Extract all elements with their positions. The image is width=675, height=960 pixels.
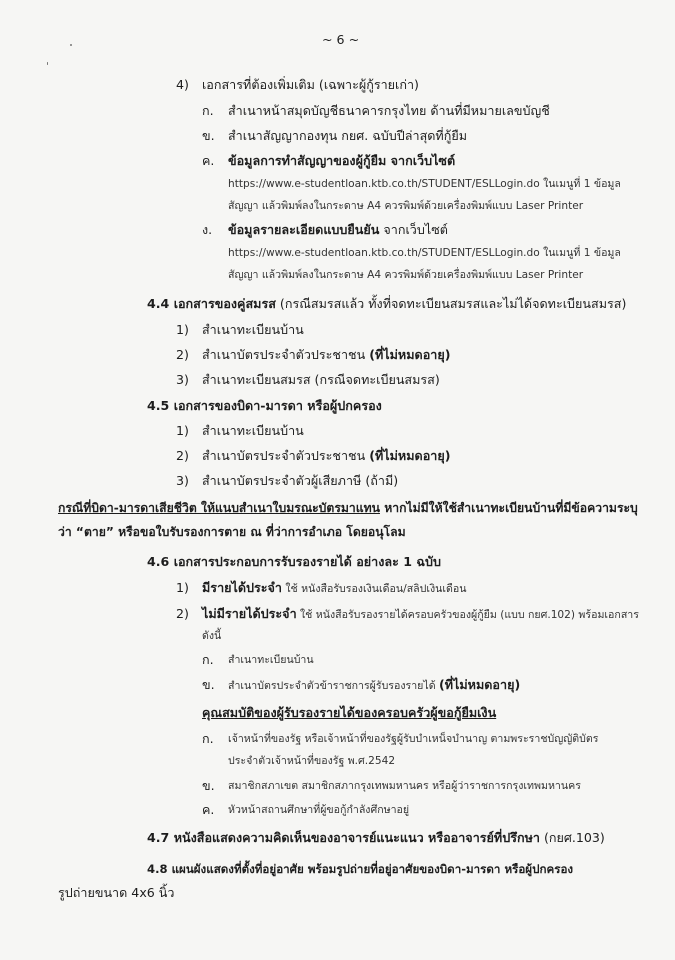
section-heading-text: 4.4 เอกสารของคู่สมรส xyxy=(147,296,276,311)
list-item xyxy=(202,347,450,363)
section-heading-4-5: 4.5 เอกสารของบิดา-มารดา หรือผู้ปกครอง xyxy=(147,398,382,413)
list-item-text: ใช้ หนังสือรับรองรายได้ครอบครัวของผู้กู้ยืม (แบบ กยศ.102) พร้อมเอกสาร xyxy=(296,609,639,621)
instruction-line: สัญญา แล้วพิมพ์ลงในกระดาษ A4 ควรพิมพ์ด้วยเครื่องพิมพ์แบบ Laser Printer xyxy=(228,200,584,212)
url-line: https://www.e-studentloan.ktb.co.th/STUDENT/ESLLogin.do ในเมนูที่ 1 ข้อมูล xyxy=(228,178,621,190)
list-item-continuation: ดังนี้ xyxy=(202,630,222,642)
sub-label: ก. xyxy=(202,103,214,118)
section-heading-text: 4.7 หนังสือแสดงความคิดเห็นของอาจารย์แนะแนว หรืออาจารย์ที่ปรึกษา xyxy=(147,830,540,845)
page-number: ~ 6 ~ xyxy=(322,32,360,47)
list-item-bold: (ที่ไม่หมดอายุ) xyxy=(369,448,451,463)
list-number: 2) xyxy=(176,606,189,621)
notice-line-2: ว่า “ตาย” หรือขอใบรับรองการตาย ณ ที่ว่าการอำเภอ โดยอนุโลม xyxy=(58,525,406,539)
list-item-bold: (ที่ไม่หมดอายุ) xyxy=(369,347,451,362)
sub-label: ข. xyxy=(202,128,215,143)
section-heading-4-8: 4.8 แผนผังแสดงที่ตั้งที่อยู่อาศัย พร้อมรูปถ่ายที่อยู่อาศัยของบิดา-มารดา หรือผู้ปกครอง xyxy=(147,862,574,876)
section-suffix: (กยศ.103) xyxy=(539,830,605,845)
scan-speck xyxy=(70,44,72,46)
list-number: 3) xyxy=(176,473,189,488)
instruction-line: สัญญา แล้วพิมพ์ลงในกระดาษ A4 ควรพิมพ์ด้วยเครื่องพิมพ์แบบ Laser Printer xyxy=(228,269,584,281)
sub-item-plain: สำเนาบัตรประจำตัวข้าราชการผู้รับรองรายได้ xyxy=(228,680,439,692)
url-line: https://www.e-studentloan.ktb.co.th/STUDENT/ESLLogin.do ในเมนูที่ 1 ข้อมูล xyxy=(228,247,621,259)
deceased-parent-notice xyxy=(58,500,638,516)
list-item xyxy=(202,372,440,388)
list-item-text: ใช้ หนังสือรับรองเงินเดือน/สลิปเงินเดือน xyxy=(282,583,467,595)
sub-item-text xyxy=(228,222,448,238)
sub-item-text: สำเนาหน้าสมุดบัญชีธนาคารกรุงไทย ด้านที่มีหมายเลขบัญชี xyxy=(228,103,550,118)
sub-label: ก. xyxy=(202,731,214,746)
section-heading-4-7 xyxy=(147,830,605,846)
list-item xyxy=(202,448,450,464)
list-item-text: สำเนาบัตรประจำตัวประชาชน xyxy=(202,448,370,463)
section-heading-4-6: 4.6 เอกสารประกอบการรับรองรายได้ อย่างละ 1 ฉบับ xyxy=(147,554,441,569)
sub-item-suffix: จากเว็บไซต์ xyxy=(386,153,456,168)
list-item-text: สำเนาทะเบียนสมรส (กรณีจดทะเบียนสมรส) xyxy=(202,372,440,387)
sub-label: ข. xyxy=(202,778,215,793)
list-item-text: สำเนาทะเบียนบ้าน xyxy=(202,423,304,438)
notice-text: หากไม่มีให้ใช้สำเนาทะเบียนบ้านที่มีข้อความระบุ xyxy=(379,501,638,515)
list-number: 1) xyxy=(176,322,189,337)
item-title: เอกสารที่ต้องเพิ่มเติม (เฉพาะผู้กู้รายเก่า) xyxy=(202,77,419,92)
sub-item-text: สำเนาสัญญากองทุน กยศ. ฉบับปีล่าสุดที่กู้ยืม xyxy=(228,128,468,143)
sub-item-suffix: จากเว็บไซต์ xyxy=(379,222,448,237)
sub-item-text xyxy=(228,677,520,694)
list-item-text: สำเนาบัตรประจำตัวผู้เสียภาษี (ถ้ามี) xyxy=(202,473,399,488)
sub-item-bold: ข้อมูลรายละเอียดแบบยืนยัน xyxy=(228,222,380,237)
qualification-text: หัวหน้าสถานศึกษาที่ผู้ขอกู้กำลังศึกษาอยู่ xyxy=(228,804,410,816)
sub-item-bold: ข้อมูลการทำสัญญาของผู้กู้ยืม xyxy=(228,153,387,168)
qualification-text: เจ้าหน้าที่ของรัฐ หรือเจ้าหน้าที่ของรัฐผู้รับบำเหน็จบำนาญ ตามพระราชบัญญัติบัตร xyxy=(228,733,599,745)
sub-label: ก. xyxy=(202,652,214,667)
section-note: (กรณีสมรสแล้ว ทั้งที่จดทะเบียนสมรสและไม่ได้จดทะเบียนสมรส) xyxy=(275,296,627,311)
list-item xyxy=(202,473,398,489)
list-item xyxy=(202,606,639,623)
list-item-bold: มีรายได้ประจำ xyxy=(202,580,283,595)
list-number: 2) xyxy=(176,347,189,362)
sub-label: ค. xyxy=(202,153,215,168)
sub-item-text xyxy=(228,153,455,169)
item-number: 4) xyxy=(176,77,189,92)
qualification-text: สมาชิกสภาเขต สมาชิกสภากรุงเทพมหานคร หรือผู้ว่าราชการกรุงเทพมหานคร xyxy=(228,780,581,792)
list-number: 1) xyxy=(176,423,189,438)
sub-label: ค. xyxy=(202,802,215,817)
sub-label: ข. xyxy=(202,677,215,692)
list-number: 2) xyxy=(176,448,189,463)
notice-underlined: กรณีที่บิดา-มารดาเสียชีวิต ให้แนบสำเนาใบมรณะบัตรมาแทน xyxy=(58,501,380,515)
list-item xyxy=(202,322,304,338)
list-item-bold: ไม่มีรายได้ประจำ xyxy=(202,606,297,621)
list-item xyxy=(202,580,467,597)
section-heading-4-4 xyxy=(147,296,626,312)
list-item-text: สำเนาทะเบียนบ้าน xyxy=(202,322,304,337)
qualification-heading: คุณสมบัติของผู้รับรองรายได้ของครอบครัวผู้ขอกู้ยืมเงิน xyxy=(202,705,497,720)
list-item xyxy=(202,423,304,439)
sub-label: ง. xyxy=(202,222,213,237)
list-number: 1) xyxy=(176,580,189,595)
sub-item-bold: (ที่ไม่หมดอายุ) xyxy=(438,677,521,692)
qualification-continuation: ประจำตัวเจ้าหน้าที่ของรัฐ พ.ศ.2542 xyxy=(228,755,396,767)
section-continuation: รูปถ่ายขนาด 4x6 นิ้ว xyxy=(58,885,175,900)
sub-item-text: สำเนาทะเบียนบ้าน xyxy=(228,654,314,666)
scan-speck xyxy=(47,62,48,65)
list-number: 3) xyxy=(176,372,189,387)
list-item-text: สำเนาบัตรประจำตัวประชาชน xyxy=(202,347,370,362)
